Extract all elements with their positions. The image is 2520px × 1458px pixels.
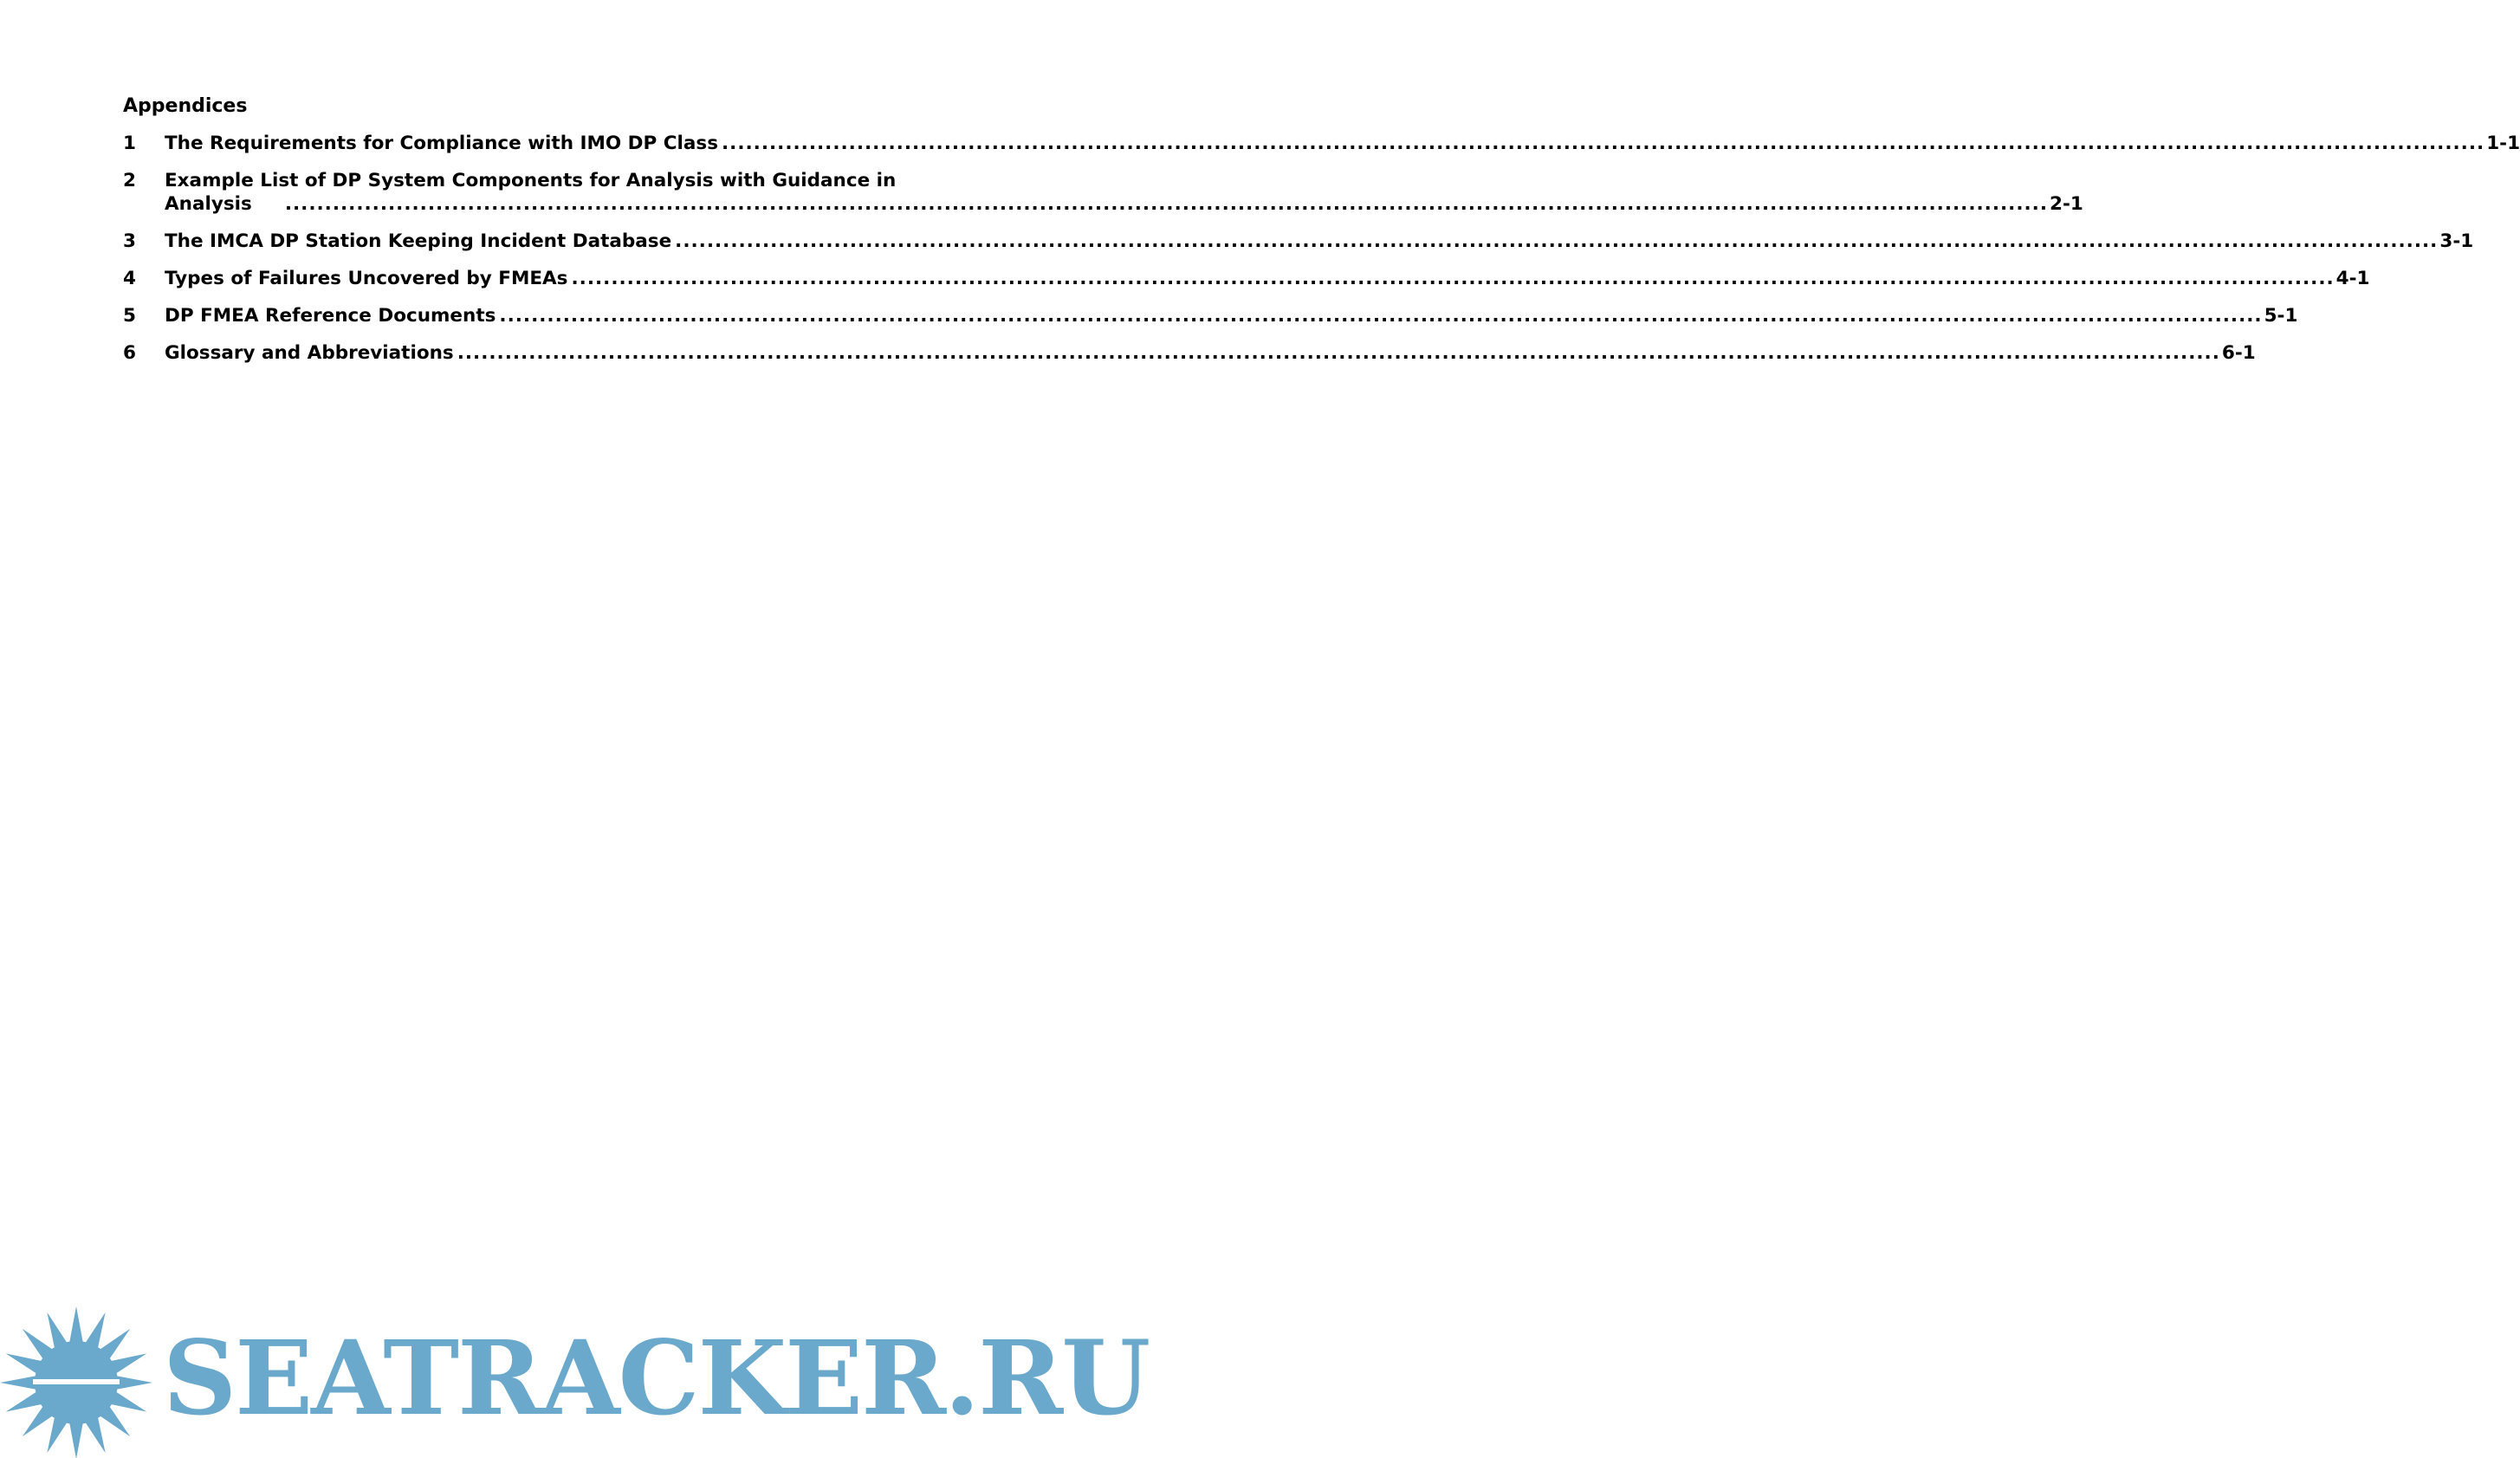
toc-entry-1[interactable] [123, 132, 2520, 155]
toc-entry-title: Glossary and Abbreviations [165, 342, 454, 364]
appendix-toc [123, 132, 2520, 379]
toc-leader-dots [457, 341, 2220, 365]
toc-entry-title: The IMCA DP Station Keeping Incident Database [165, 230, 672, 252]
toc-entry-number: 5 [123, 305, 136, 327]
watermark-text: SEATRACKER.RU [163, 1318, 1150, 1438]
toc-entry-number: 4 [123, 268, 136, 289]
toc-entry-title-line2: Analysis [165, 193, 252, 215]
toc-entry-page: 5-1 [2264, 305, 2298, 327]
toc-entry-2[interactable] [123, 169, 2083, 216]
toc-leader-dots [722, 132, 2484, 155]
toc-entry-number: 6 [123, 342, 136, 364]
sun-burst-icon [0, 1306, 152, 1458]
toc-entry-number: 3 [123, 230, 136, 252]
toc-entry-title: The Requirements for Compliance with IMO DP Class [165, 133, 718, 154]
toc-leader-dots [675, 230, 2438, 253]
toc-leader-dots [285, 192, 2048, 216]
toc-entry-title: Types of Failures Uncovered by FMEAs [165, 268, 568, 289]
toc-leader-dots [571, 267, 2334, 290]
toc-entry-page: 6-1 [2221, 342, 2256, 364]
toc-entry-page: 2-1 [2050, 193, 2083, 215]
toc-entry-3[interactable] [123, 230, 2474, 253]
toc-entry-number: 1 [123, 133, 136, 154]
toc-entry-page: 4-1 [2335, 268, 2370, 289]
toc-entry-4[interactable] [123, 267, 2370, 290]
toc-entry-6[interactable] [123, 341, 2256, 365]
toc-entry-number: 2 [123, 170, 136, 191]
toc-entry-title: DP FMEA Reference Documents [165, 305, 496, 327]
toc-entry-page: 3-1 [2439, 230, 2474, 252]
toc-entry-title-line1: Example List of DP System Components for Analysis with Guidance in [165, 170, 897, 191]
toc-entry-5[interactable] [123, 304, 2298, 327]
appendices-heading: Appendices [123, 95, 248, 117]
toc-entry-page: 1-1 [2486, 133, 2520, 154]
toc-leader-dots [499, 304, 2262, 327]
